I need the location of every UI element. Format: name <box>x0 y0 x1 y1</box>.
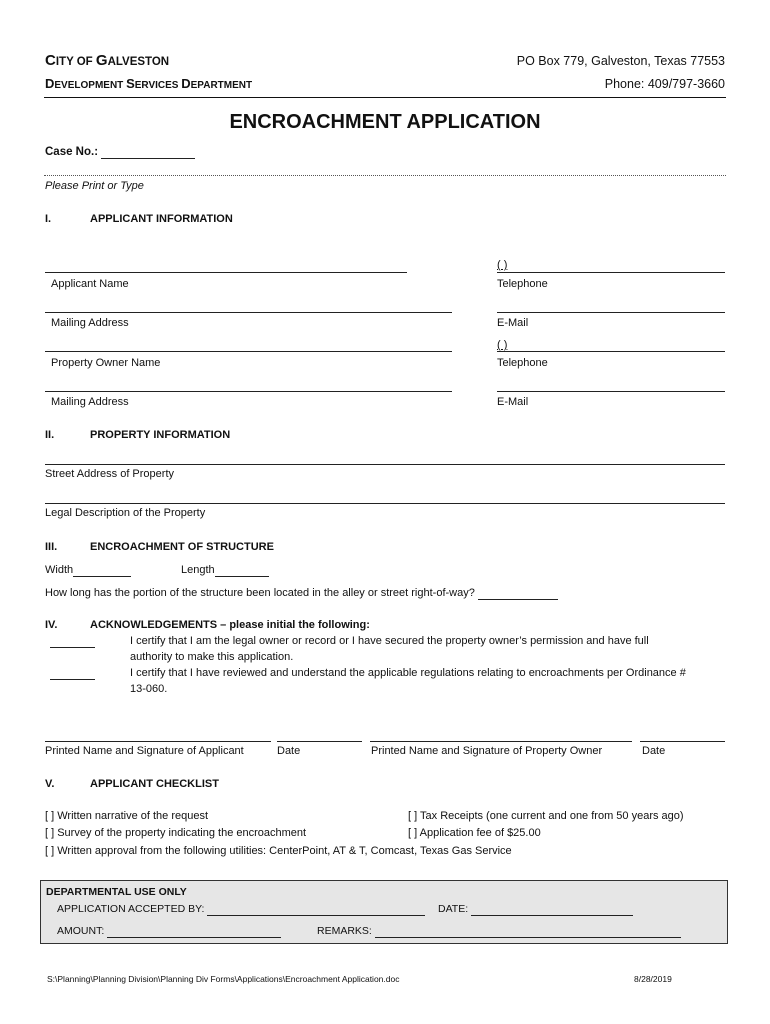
checklist-item-survey[interactable]: [ ] Survey of the property indicating the encroachment <box>45 827 307 839</box>
dotted-divider <box>44 175 726 176</box>
checklist-item-narrative[interactable]: [ ] Written narrative of the request <box>45 810 209 822</box>
city-name: CITY OF GALVESTON <box>45 52 170 69</box>
department-name: DEVELOPMENT SERVICES DEPARTMENT <box>45 76 253 91</box>
amount-field[interactable] <box>107 925 281 938</box>
property-owner-name-label: Property Owner Name <box>51 357 161 369</box>
applicant-name-label: Applicant Name <box>51 278 129 290</box>
applicant-signature-label: Printed Name and Signature of Applicant <box>45 745 244 757</box>
footer-date: 8/28/2019 <box>634 974 672 984</box>
footer-file-path: S:\Planning\Planning Division\Planning Div Forms\Applications\Encroachment Application.doc <box>47 974 400 984</box>
accepted-by-label: APPLICATION ACCEPTED BY: <box>57 903 425 916</box>
header-divider <box>44 97 726 98</box>
owner-signature-label: Printed Name and Signature of Property Owner <box>371 745 603 757</box>
email-label: E-Mail <box>497 317 529 329</box>
dept-date-field[interactable] <box>471 903 633 916</box>
applicant-name-field[interactable] <box>45 272 407 273</box>
checklist-item-utilities[interactable]: [ ] Written approval from the following utilities: CenterPoint, AT & T, Comcast, Texas Gas Service <box>45 845 512 857</box>
section-4-number: IV. <box>45 619 58 631</box>
applicant-signature-field[interactable] <box>45 741 271 742</box>
street-address-label: Street Address of Property <box>45 468 175 480</box>
mailing-address-field[interactable] <box>45 312 452 313</box>
street-address-field[interactable] <box>45 464 725 465</box>
page-title: ENCROACHMENT APPLICATION <box>229 111 541 133</box>
section-4-title: ACKNOWLEDGEMENTS – please initial the following: <box>90 619 370 631</box>
email-field[interactable] <box>497 312 725 313</box>
telephone2-area-code: ( ) <box>497 339 508 351</box>
section-3-number: III. <box>45 541 58 553</box>
initial-field-1[interactable] <box>50 647 95 648</box>
length-field[interactable] <box>215 564 269 577</box>
telephone-area-code: ( ) <box>497 259 508 271</box>
width-field[interactable] <box>73 564 131 577</box>
how-long-field[interactable] <box>478 587 558 600</box>
case-no-field[interactable] <box>101 146 195 159</box>
initial-field-2[interactable] <box>50 679 95 680</box>
property-owner-name-field[interactable] <box>45 351 452 352</box>
section-5-title: APPLICANT CHECKLIST <box>90 778 219 790</box>
applicant-date-field[interactable] <box>277 741 362 742</box>
owner-signature-field[interactable] <box>370 741 632 742</box>
case-no-label: Case No.: <box>45 146 195 159</box>
length-label: Length <box>181 564 269 577</box>
section-5-number: V. <box>45 778 55 790</box>
legal-description-field[interactable] <box>45 503 725 504</box>
telephone2-label: Telephone <box>497 357 548 369</box>
section-3-title: ENCROACHMENT OF STRUCTURE <box>90 541 274 553</box>
checklist-item-application-fee[interactable]: [ ] Application fee of $25.00 <box>408 827 541 839</box>
checklist-item-tax-receipts[interactable]: [ ] Tax Receipts (one current and one from 50 years ago) <box>408 810 684 822</box>
applicant-date-label: Date <box>277 745 301 757</box>
mailing-address2-label: Mailing Address <box>51 396 129 408</box>
email2-field[interactable] <box>497 391 725 392</box>
certification-1-line1: I certify that I am the legal owner or record or I have secured the property owner’s permission and have full <box>130 635 649 647</box>
print-note: Please Print or Type <box>45 180 144 192</box>
remarks-label: REMARKS: <box>317 925 681 938</box>
section-2-title: PROPERTY INFORMATION <box>90 429 231 441</box>
accepted-by-field[interactable] <box>207 903 425 916</box>
departmental-use-title: DEPARTMENTAL USE ONLY <box>46 886 187 898</box>
certification-2-line1: I certify that I have reviewed and understand the applicable regulations relating to encroachments per Ordinance # <box>130 667 686 679</box>
width-label: Width <box>45 564 131 577</box>
legal-description-label: Legal Description of the Property <box>45 507 206 519</box>
mailing-address2-field[interactable] <box>45 391 452 392</box>
dept-date-label: DATE: <box>438 903 633 916</box>
telephone-label: Telephone <box>497 278 548 290</box>
header-phone: Phone: 409/797-3660 <box>604 77 725 91</box>
certification-2-line2: 13-060. <box>130 683 168 695</box>
section-1-title: APPLICANT INFORMATION <box>90 213 233 225</box>
owner-date-label: Date <box>642 745 666 757</box>
header-address: PO Box 779, Galveston, Texas 77553 <box>516 54 725 68</box>
how-long-question: How long has the portion of the structure been located in the alley or street right-of-way? <box>45 587 558 600</box>
remarks-field[interactable] <box>375 925 681 938</box>
email2-label: E-Mail <box>497 396 529 408</box>
owner-date-field[interactable] <box>640 741 725 742</box>
mailing-address-label: Mailing Address <box>51 317 129 329</box>
telephone-field[interactable] <box>497 272 725 273</box>
section-1-number: I. <box>45 213 52 225</box>
telephone2-field[interactable] <box>497 351 725 352</box>
certification-1-line2: authority to make this application. <box>130 651 294 663</box>
amount-label: AMOUNT: <box>57 925 281 938</box>
section-2-number: II. <box>45 429 55 441</box>
